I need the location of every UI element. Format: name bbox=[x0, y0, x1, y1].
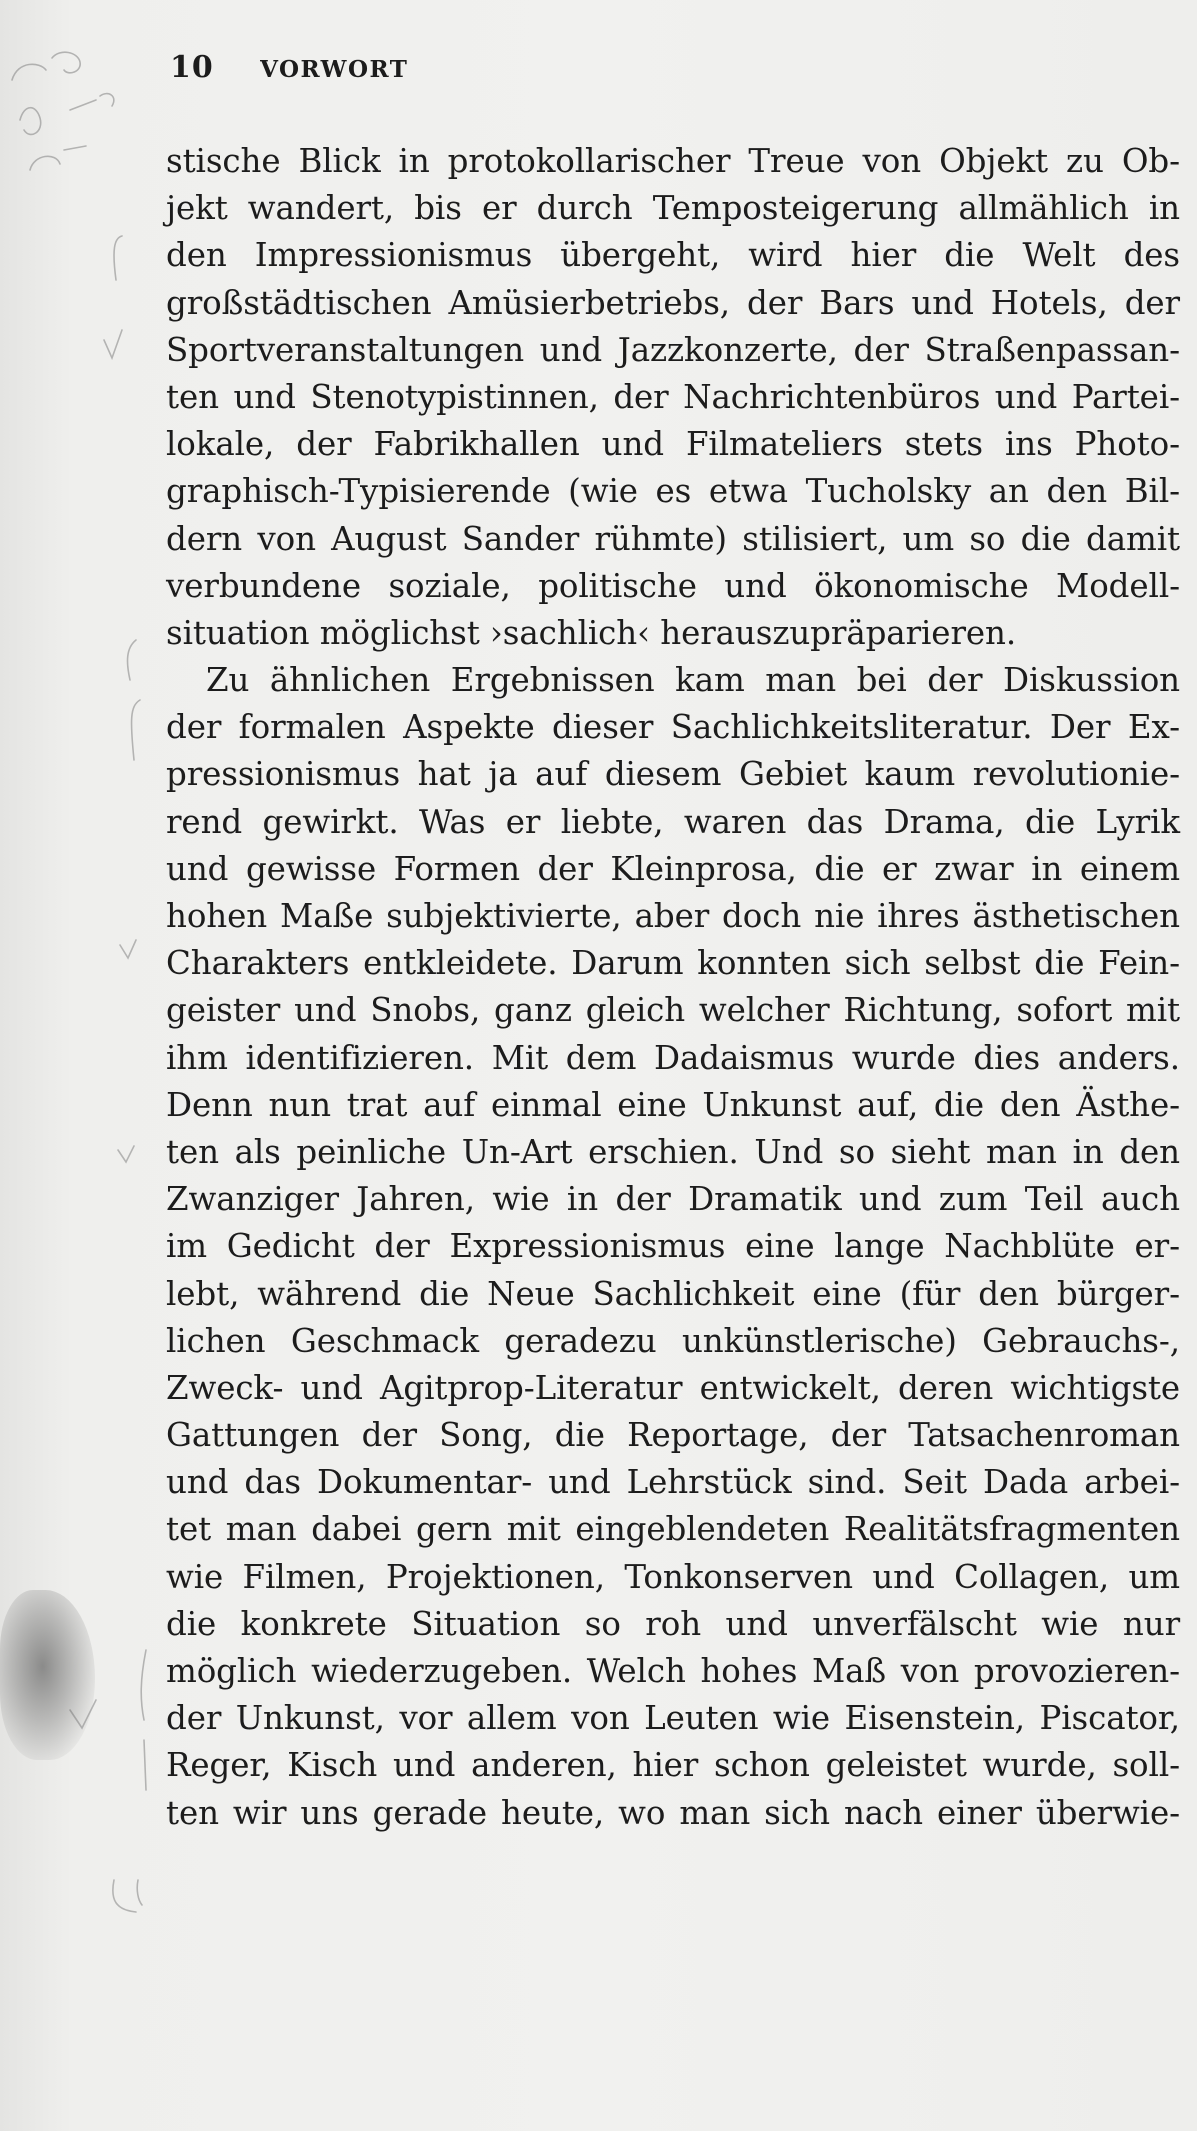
text-line: geister und Snobs, ganz gleich welcher Richtung, sofort mit bbox=[166, 991, 1180, 1030]
text-line: im Gedicht der Expressionismus eine lange Nachblüte er- bbox=[166, 1227, 1180, 1266]
text-line: die konkrete Situation so roh und unverfälscht wie nur bbox=[166, 1604, 1180, 1643]
text-line: lokale, der Fabrikhallen und Filmateliers stets ins Photo- bbox=[166, 425, 1180, 464]
paragraph-start-line: Zu ähnlichen Ergebnissen kam man bei der Diskussion bbox=[206, 661, 1180, 700]
pencil-marks-icon bbox=[0, 0, 180, 2131]
text-line: wie Filmen, Projektionen, Tonkonserven und Collagen, um bbox=[166, 1557, 1180, 1596]
text-line: graphisch-Typisierende (wie es etwa Tucholsky an den Bil- bbox=[166, 472, 1180, 511]
text-line: Sportveranstaltungen und Jazzkonzerte, der Straßenpassan- bbox=[166, 330, 1180, 369]
paragraph-end-line: situation möglichst ›sachlich‹ herauszupräparieren. bbox=[166, 613, 1017, 652]
text-line: rend gewirkt. Was er liebte, waren das Drama, die Lyrik bbox=[166, 802, 1180, 841]
text-line: ihm identifizieren. Mit dem Dadaismus wurde dies anders. bbox=[166, 1038, 1180, 1077]
text-line: ten wir uns gerade heute, wo man sich nach einer überwie- bbox=[166, 1793, 1180, 1832]
text-line: und das Dokumentar- und Lehrstück sind. Seit Dada arbei- bbox=[166, 1463, 1180, 1502]
text-line: hohen Maße subjektivierte, aber doch nie ihres ästhetischen bbox=[166, 897, 1180, 935]
text-line: der formalen Aspekte dieser Sachlichkeitsliteratur. Der Ex- bbox=[166, 708, 1180, 747]
text-line: den Impressionismus übergeht, wird hier die Welt des bbox=[166, 236, 1180, 275]
text-line: möglich wiederzugeben. Welch hohes Maß von provozieren- bbox=[166, 1652, 1180, 1690]
running-title: VORWORT bbox=[260, 56, 409, 83]
text-line: jekt wandert, bis er durch Temposteigerung allmählich in bbox=[166, 189, 1180, 228]
text-line: tet man dabei gern mit eingeblendeten Realitätsfragmenten bbox=[166, 1510, 1180, 1549]
text-line: Reger, Kisch und anderen, hier schon geleistet wurde, soll- bbox=[166, 1746, 1180, 1785]
text-line: ten als peinliche Un-Art erschien. Und so sieht man in den bbox=[166, 1132, 1180, 1171]
text-line: lebt, während die Neue Sachlichkeit eine (für den bürger- bbox=[166, 1274, 1180, 1313]
text-line: pressionismus hat ja auf diesem Gebiet kaum revolutionie- bbox=[166, 755, 1180, 794]
page-header bbox=[170, 50, 408, 85]
text-line: Zwanziger Jahren, wie in der Dramatik und zum Teil auch bbox=[166, 1180, 1180, 1219]
text-line: der Unkunst, vor allem von Leuten wie Eisenstein, Piscator, bbox=[166, 1699, 1180, 1738]
text-line: Denn nun trat auf einmal eine Unkunst auf, die den Ästhe- bbox=[166, 1085, 1180, 1124]
text-line: Charakters entkleidete. Darum konnten sich selbst die Fein- bbox=[166, 944, 1180, 983]
text-line: dern von August Sander rühmte) stilisiert, um so die damit bbox=[166, 519, 1180, 558]
page-number: 10 bbox=[170, 50, 214, 85]
text-line: Zweck- und Agitprop-Literatur entwickelt, deren wichtigste bbox=[166, 1368, 1180, 1407]
body-text bbox=[166, 138, 1180, 1837]
text-line: Gattungen der Song, die Reportage, der Tatsachenroman bbox=[166, 1416, 1180, 1455]
text-line: stische Blick in protokollarischer Treue von Objekt zu Ob- bbox=[166, 142, 1180, 180]
text-line: und gewisse Formen der Kleinprosa, die er zwar in einem bbox=[166, 849, 1180, 888]
ink-smudge bbox=[0, 1590, 95, 1760]
text-line: großstädtischen Amüsierbetriebs, der Bars und Hotels, der bbox=[166, 283, 1180, 322]
text-line: verbundene soziale, politische und ökonomische Modell- bbox=[166, 566, 1180, 605]
text-line: ten und Stenotypistinnen, der Nachrichtenbüros und Partei- bbox=[166, 377, 1180, 416]
text-line: lichen Geschmack geradezu unkünstlerische) Gebrauchs-, bbox=[166, 1321, 1180, 1360]
